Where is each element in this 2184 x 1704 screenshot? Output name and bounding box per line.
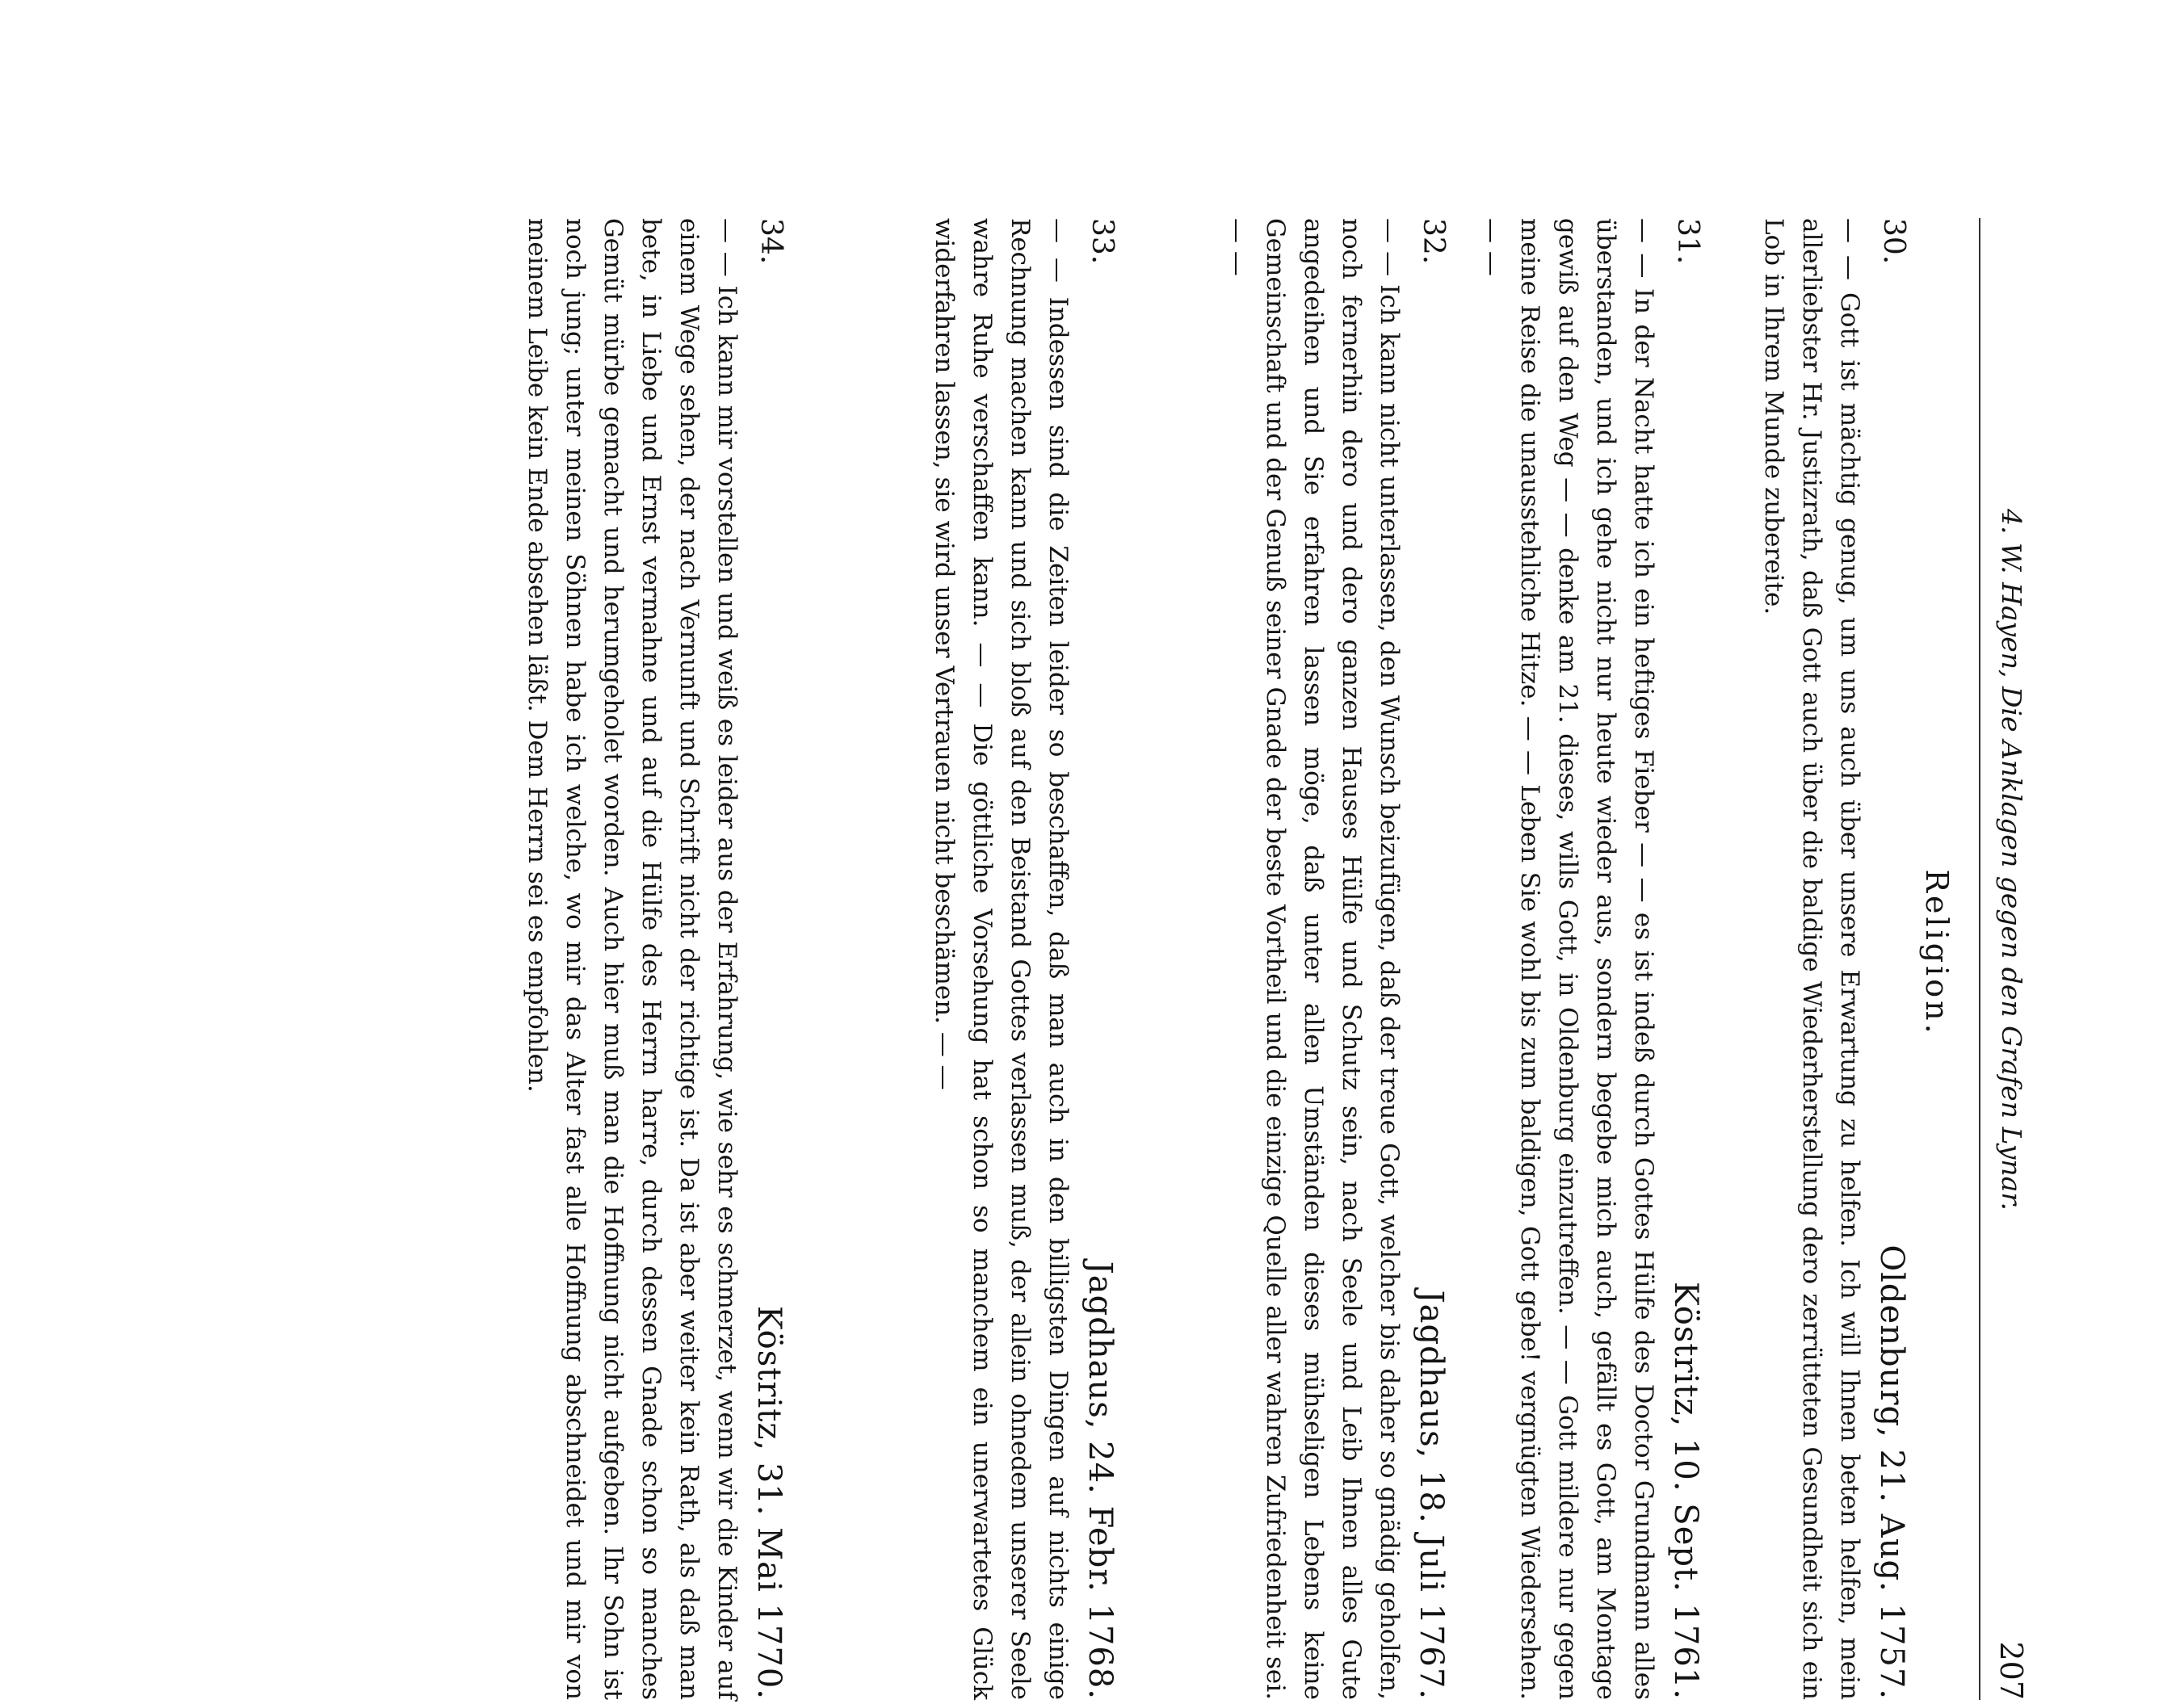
page-number: 207 [1993, 1641, 2029, 1700]
entry-text: — — Gott ist mächtig genug, um uns auch über unsere Erwartung zu helfen. Ich will Ihnen beten helfen, mein allerliebster Hr. Justizrath, daß Gott auch über die baldige Wiederherstellung dero zerrütteten Gesundheit sich ein Lob in Ihrem Munde zubereite. [1759, 218, 1864, 1700]
entry-place-date: Jagdhaus, 24. Febr. 1768. [1082, 1261, 1119, 1700]
entry-number: 33. [1086, 218, 1119, 265]
entry-number: 30. [1877, 218, 1910, 265]
entry-number: 34. [754, 218, 788, 265]
entry-text: — — Indessen sind die Zeiten leider so beschaffen, daß man auch in den billigsten Dingen auf nichts einige Rechnung machen kann und sich bloß auf den Beistand Gottes verlassen muß, der allein ohnedem unserer Seele wahre Ruhe verschaffen kann. — — Die göttliche Vorsehung hat schon so manchem ein unerwartetes Glück widerfahren lassen, sie wird unser Vertrauen nicht beschämen. — — [930, 218, 1073, 1700]
book-page [162, 202, 2052, 1704]
entry-place-date: Oldenburg, 21. Aug. 1757. [1873, 1244, 1910, 1700]
running-title: 4. W. Hayen, Die Anklagen gegen den Grafen Lynar. [1996, 509, 2027, 1211]
entry-number: 32. [1417, 218, 1450, 265]
section-title: Religion. [1919, 869, 1955, 1037]
running-head [1987, 218, 2035, 1700]
entry-text: — — In der Nacht hatte ich ein heftiges Fieber — — es ist indeß durch Gottes Hülfe des Doctor Grundmann alles überstanden, und ich gehe nicht nur heute wieder aus, sondern begebe mich auch, gefällt es Gott, am Montage gewiß auf den Weg — — denke am 21. dieses, wills Gott, in Oldenburg einzutreffen. — — Gott mildere nur gegen meine Reise die unausstehliche Hitze. — — Leben Sie wohl bis zum baldigen, Gott gebe! vergnügten Wiedersehen. — — [1477, 218, 1658, 1700]
entry-place-date: Köstritz, 31. Mai 1770. [750, 1305, 788, 1700]
entry-place-date: Köstritz, 10. Sept. 1761. [1667, 1281, 1704, 1700]
header-rule [1979, 218, 1980, 1700]
entry-number: 31. [1671, 218, 1704, 265]
entry-text: — — Ich kann nicht unterlassen, den Wunsch beizufügen, daß der treue Gott, welcher bis daher so gnädig geholfen, noch fernerhin dero und dero ganzen Hauses Hülfe und Schutz sein, nach Seele und Leib Ihnen alles Gute angedeihen und Sie erfahren lassen möge, daß unter allen Umständen dieses mühseligen Lebens keine Gemeinschaft und der Genuß seiner Gnade der beste Vortheil und die einzige Quelle aller wahren Zufriedenheit sei. — — [1223, 218, 1404, 1700]
entry-text: — — Ich kann mir vorstellen und weiß es leider aus der Erfahrung, wie sehr es schmerzet, wenn wir die Kinder auf einem Wege sehen, der nach Vernunft und Schrift nicht der richtige ist. Da ist aber weiter kein Rath, als daß man bete, in Liebe und Ernst vermahne und auf die Hülfe des Herrn harre, durch dessen Gnade schon so manches Gemüt mürbe gemacht und herumgeholet worden. Auch hier muß man die Hoffnung nicht aufgeben. Ihr Sohn ist noch jung; unter meinen Söhnen habe ich welche, wo mir das Alter fast alle Hoffnung abschneidet und mir von meinem Leibe kein Ende absehen läßt. Dem Herrn sei es empfohlen. [523, 218, 741, 1700]
entry-place-date: Jagdhaus, 18. Juli 1767. [1413, 1290, 1450, 1700]
